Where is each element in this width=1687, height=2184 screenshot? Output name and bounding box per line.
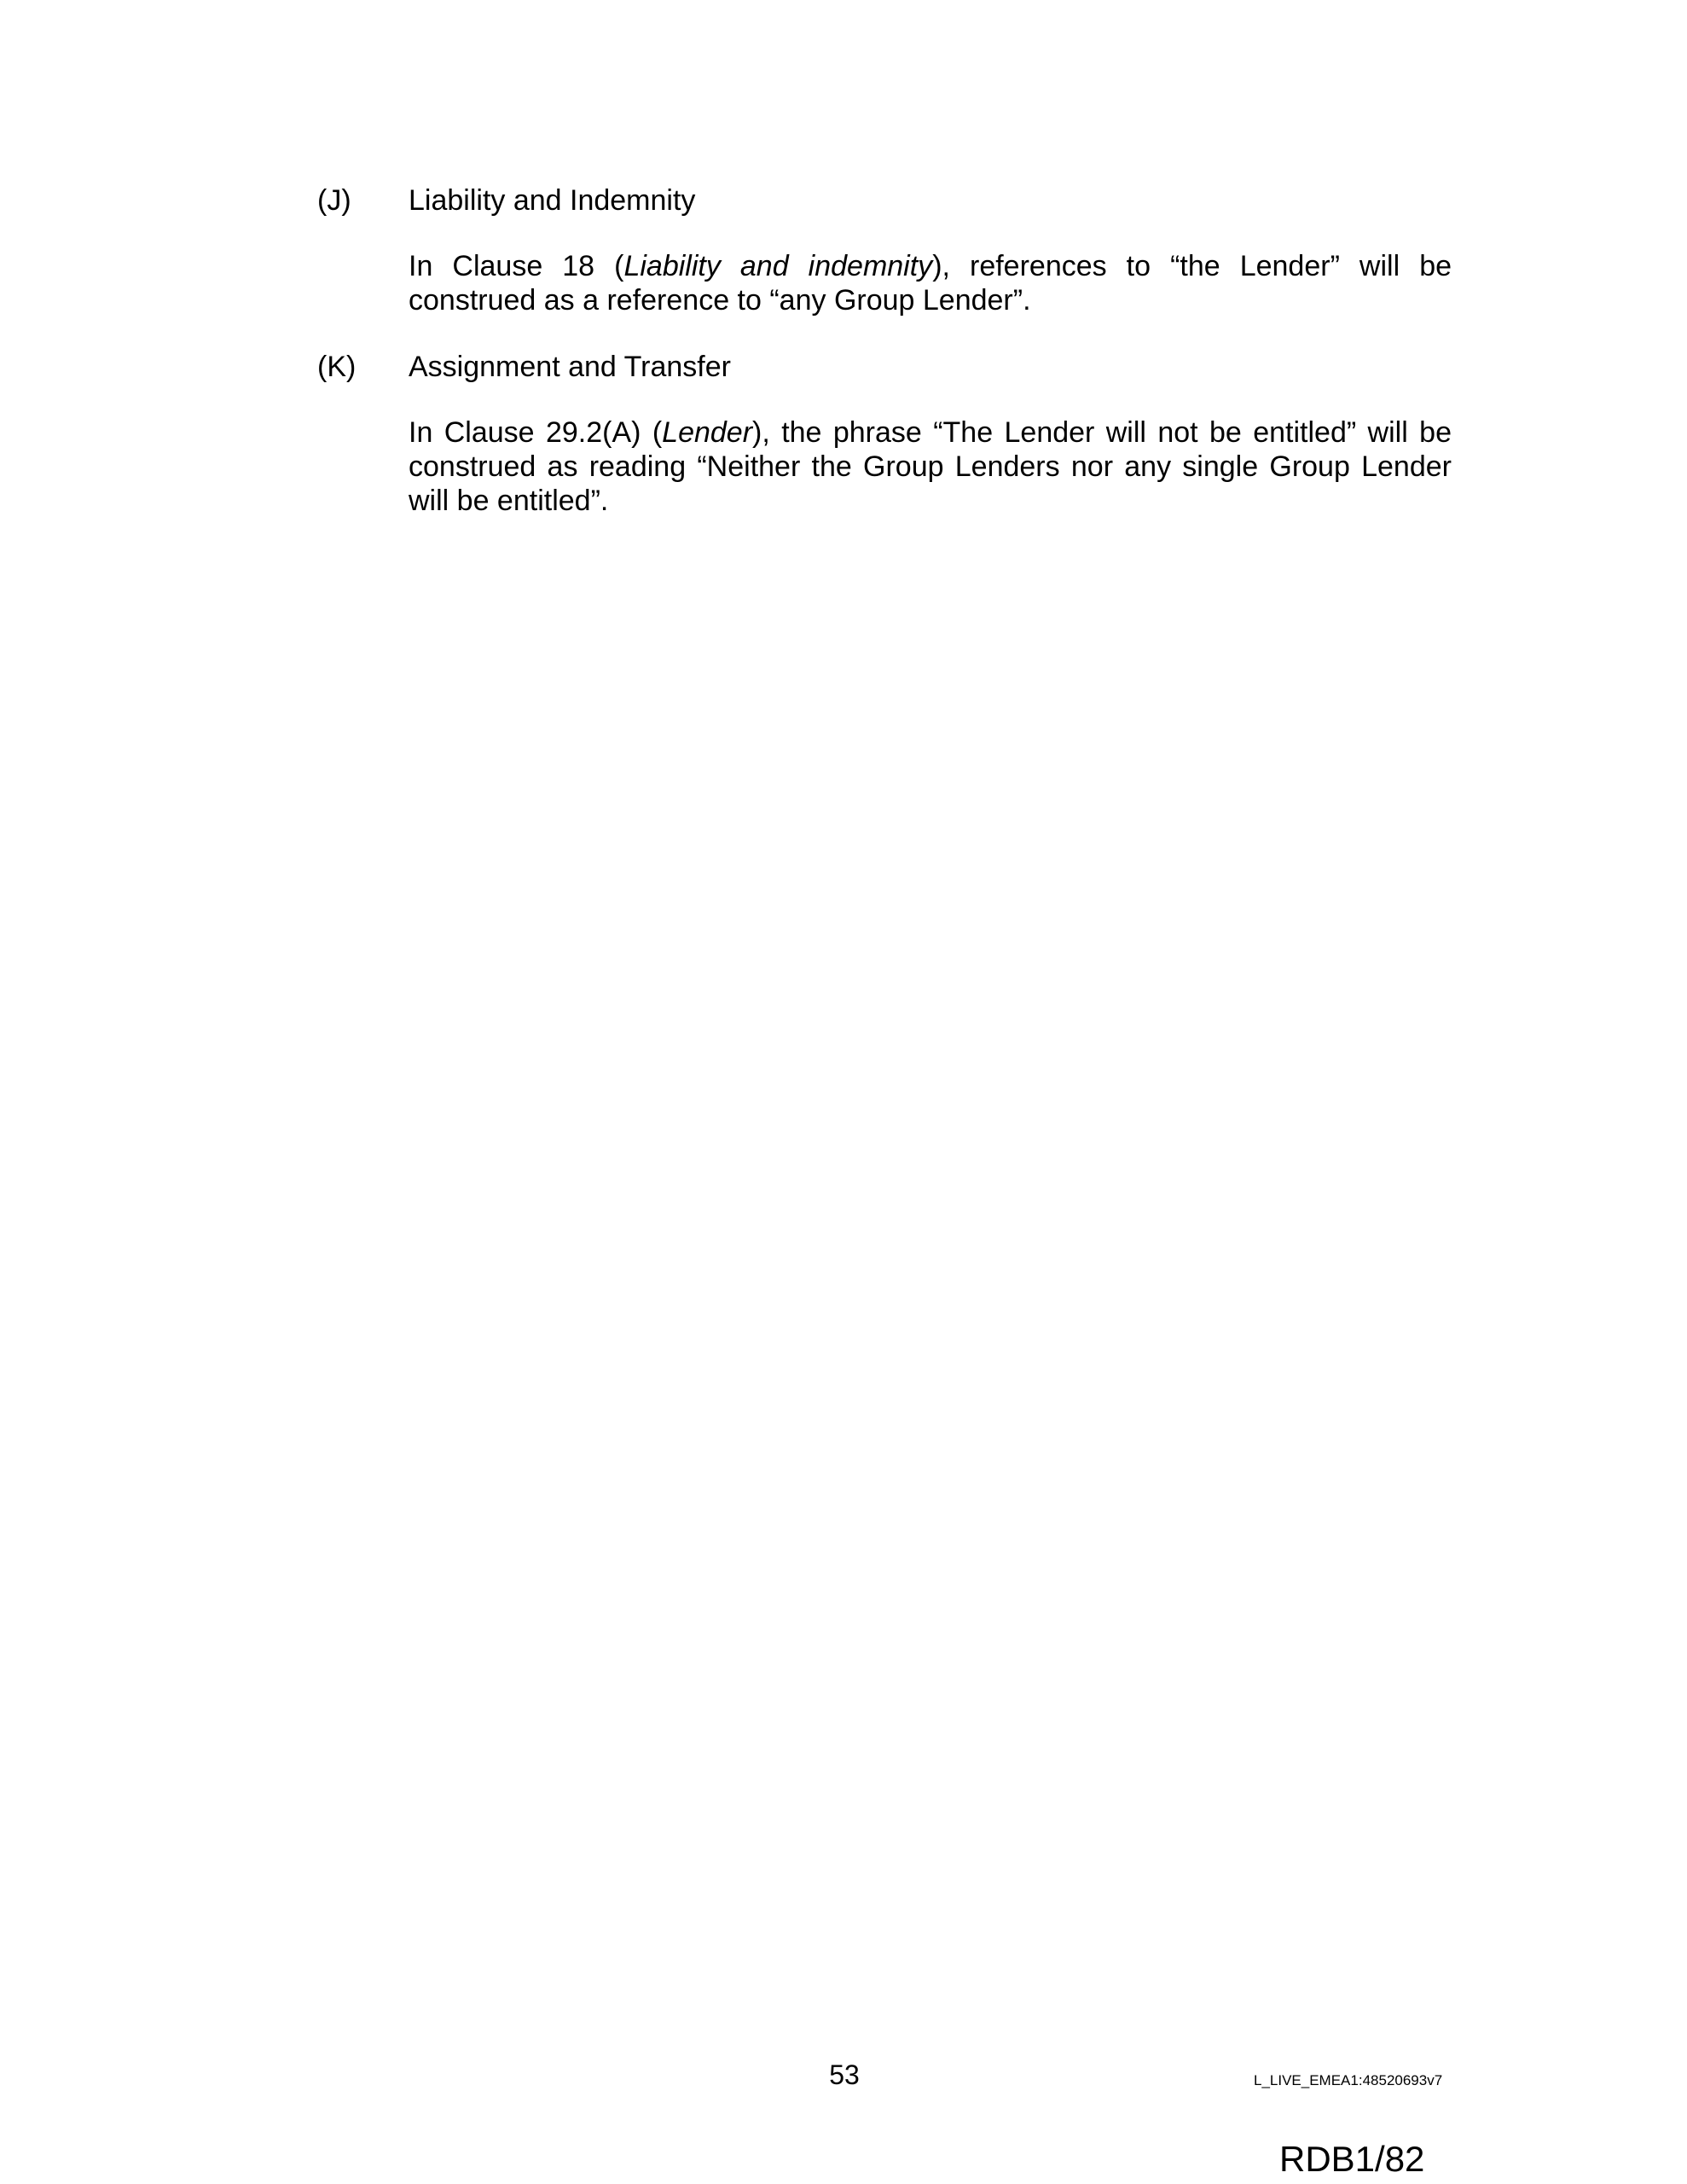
document-stamp: RDB1/82 <box>1279 2139 1425 2179</box>
clause-body-text: In Clause 29.2(A) ( <box>409 416 663 449</box>
clause-body <box>409 415 1452 518</box>
clause-body-text: ), the phrase “The Lender will not be entitled” will be construed as reading “Neither the Group Lenders nor any single Group Lender will be entitled”. <box>409 416 1452 517</box>
document-reference: L_LIVE_EMEA1:48520693v7 <box>1254 2072 1443 2088</box>
clause-number: (K) <box>317 351 357 383</box>
clause-heading: Assignment and Transfer <box>409 351 731 383</box>
clause-body-text: In Clause 18 ( <box>409 250 624 282</box>
clause-body-italic-reference: Liability and indemnity <box>623 250 933 282</box>
clause-body <box>409 249 1452 317</box>
clause-body-italic-reference: Lender <box>662 416 753 449</box>
clause-heading: Liability and Indemnity <box>409 184 696 217</box>
clause-body-text: ), references to “the Lender” will be construed as a reference to “any Group Lender”. <box>409 250 1452 317</box>
clause-number: (J) <box>317 184 351 217</box>
page-number: 53 <box>829 2059 860 2090</box>
